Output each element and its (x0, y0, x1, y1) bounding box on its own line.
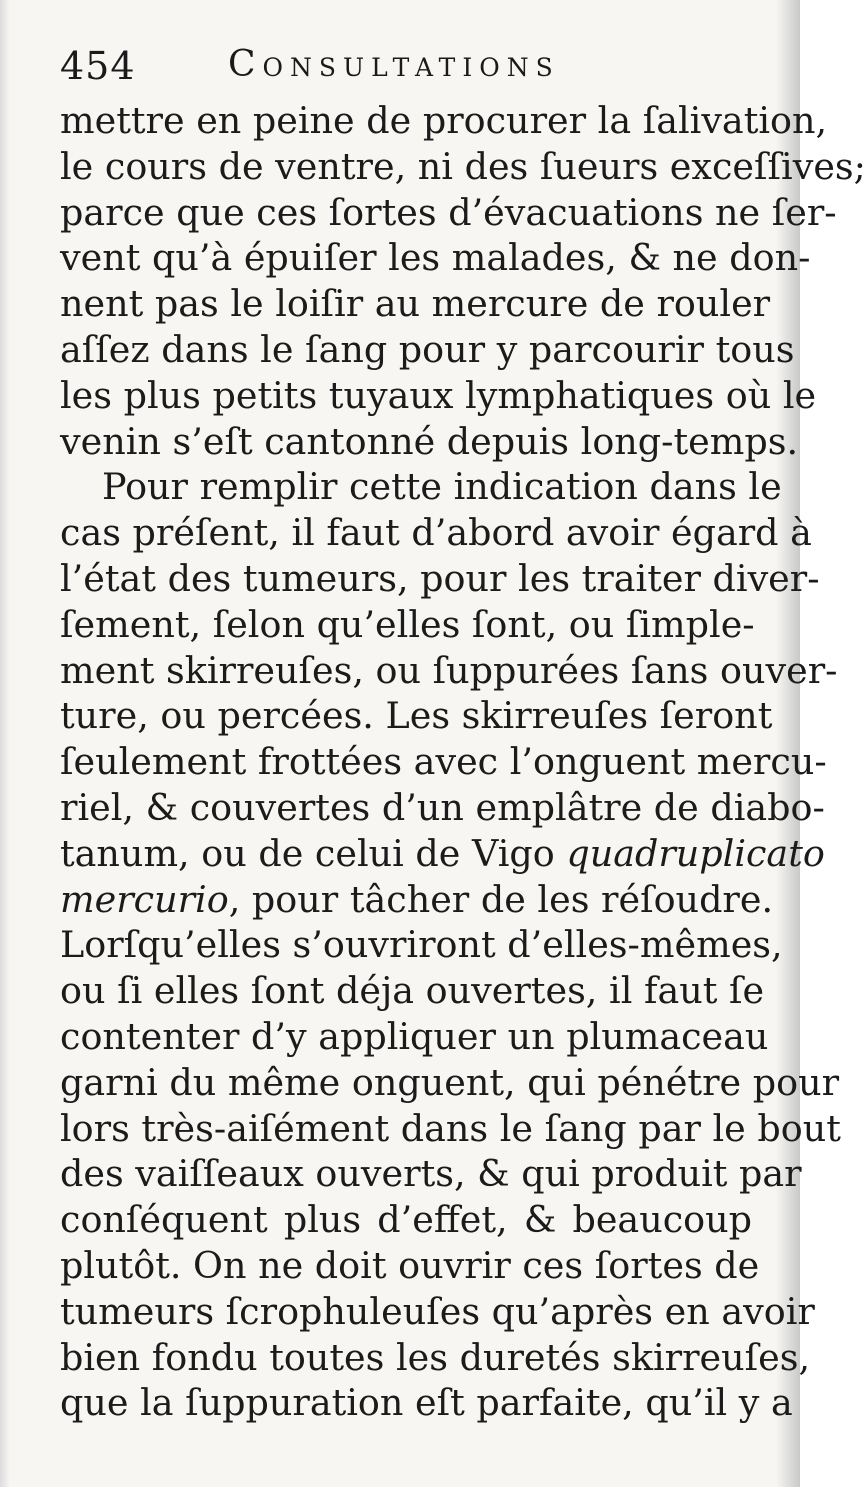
text-line: plutôt. On ne doit ouvrir ces ſortes de (60, 1243, 760, 1287)
text-line: vent qu’à épuiſer les malades, & ne don- (60, 236, 811, 280)
text-line: riel, & couvertes d’un emplâtre de diabo- (60, 785, 825, 829)
text-line: Lorſqu’elles s’ouvriront d’elles-mêmes, (60, 923, 783, 967)
running-head: Consultations (228, 44, 560, 85)
text-line: nent pas le loiſir au mercure de rouler (60, 282, 771, 326)
body-text (60, 98, 866, 1426)
text-line: ture, ou percées. Les skirreuſes ſeront (60, 694, 773, 738)
text-line: que la ſuppuration eſt parfaite, qu’il y a (60, 1381, 793, 1425)
text-line: mercurio, pour tâcher de les réſoudre. (60, 877, 774, 921)
text-line: conſéquent plus d’effet, & beaucoup (60, 1198, 752, 1242)
text-line: ment skirreuſes, ou ſuppurées ſans ouver- (60, 648, 838, 692)
text-line: tanum, ou de celui de Vigo quadruplicato (60, 831, 825, 875)
page-left-edge (0, 0, 10, 1487)
text-line: le cours de ventre, ni des ſueurs exceſſives; (60, 144, 866, 188)
italic-term: mercurio (60, 877, 229, 921)
text-line: lors très-aiſément dans le ſang par le bout (60, 1106, 841, 1150)
text-line: venin s’eſt cantonné depuis long-temps. (60, 419, 799, 463)
text-line: ſeulement frottées avec l’onguent mercu- (60, 740, 827, 784)
page-header (60, 44, 760, 104)
text-line: aſſez dans le ſang pour y parcourir tous (60, 327, 795, 371)
italic-term: quadruplicato (566, 831, 825, 875)
text-line: cas préſent, il faut d’abord avoir égard à (60, 511, 812, 555)
text-line: des vaiſſeaux ouverts, & qui produit par (60, 1152, 802, 1196)
text-line: ſement, ſelon qu’elles ſont, ou ſimple- (60, 602, 755, 646)
text-line: ou ſi elles ſont déja ouvertes, il faut ſe (60, 969, 765, 1013)
text-line: garni du même onguent, qui pénétre pour (60, 1060, 840, 1104)
page-number: 454 (60, 44, 136, 88)
text-line: l’état des tumeurs, pour les traiter diver- (60, 556, 820, 600)
paragraph-first-line: Pour remplir cette indication dans le (102, 465, 782, 509)
text-line: parce que ces ſortes d’évacuations ne ſer- (60, 190, 837, 234)
text-line: les plus petits tuyaux lymphatiques où le (60, 373, 817, 417)
text-line: bien fondu toutes les duretés skirreuſes, (60, 1335, 811, 1379)
text-line: tumeurs ſcrophuleuſes qu’après en avoir (60, 1289, 815, 1333)
text-line: mettre en peine de procurer la ſalivation, (60, 99, 828, 142)
text-line: contenter d’y appliquer un plumaceau (60, 1014, 769, 1058)
